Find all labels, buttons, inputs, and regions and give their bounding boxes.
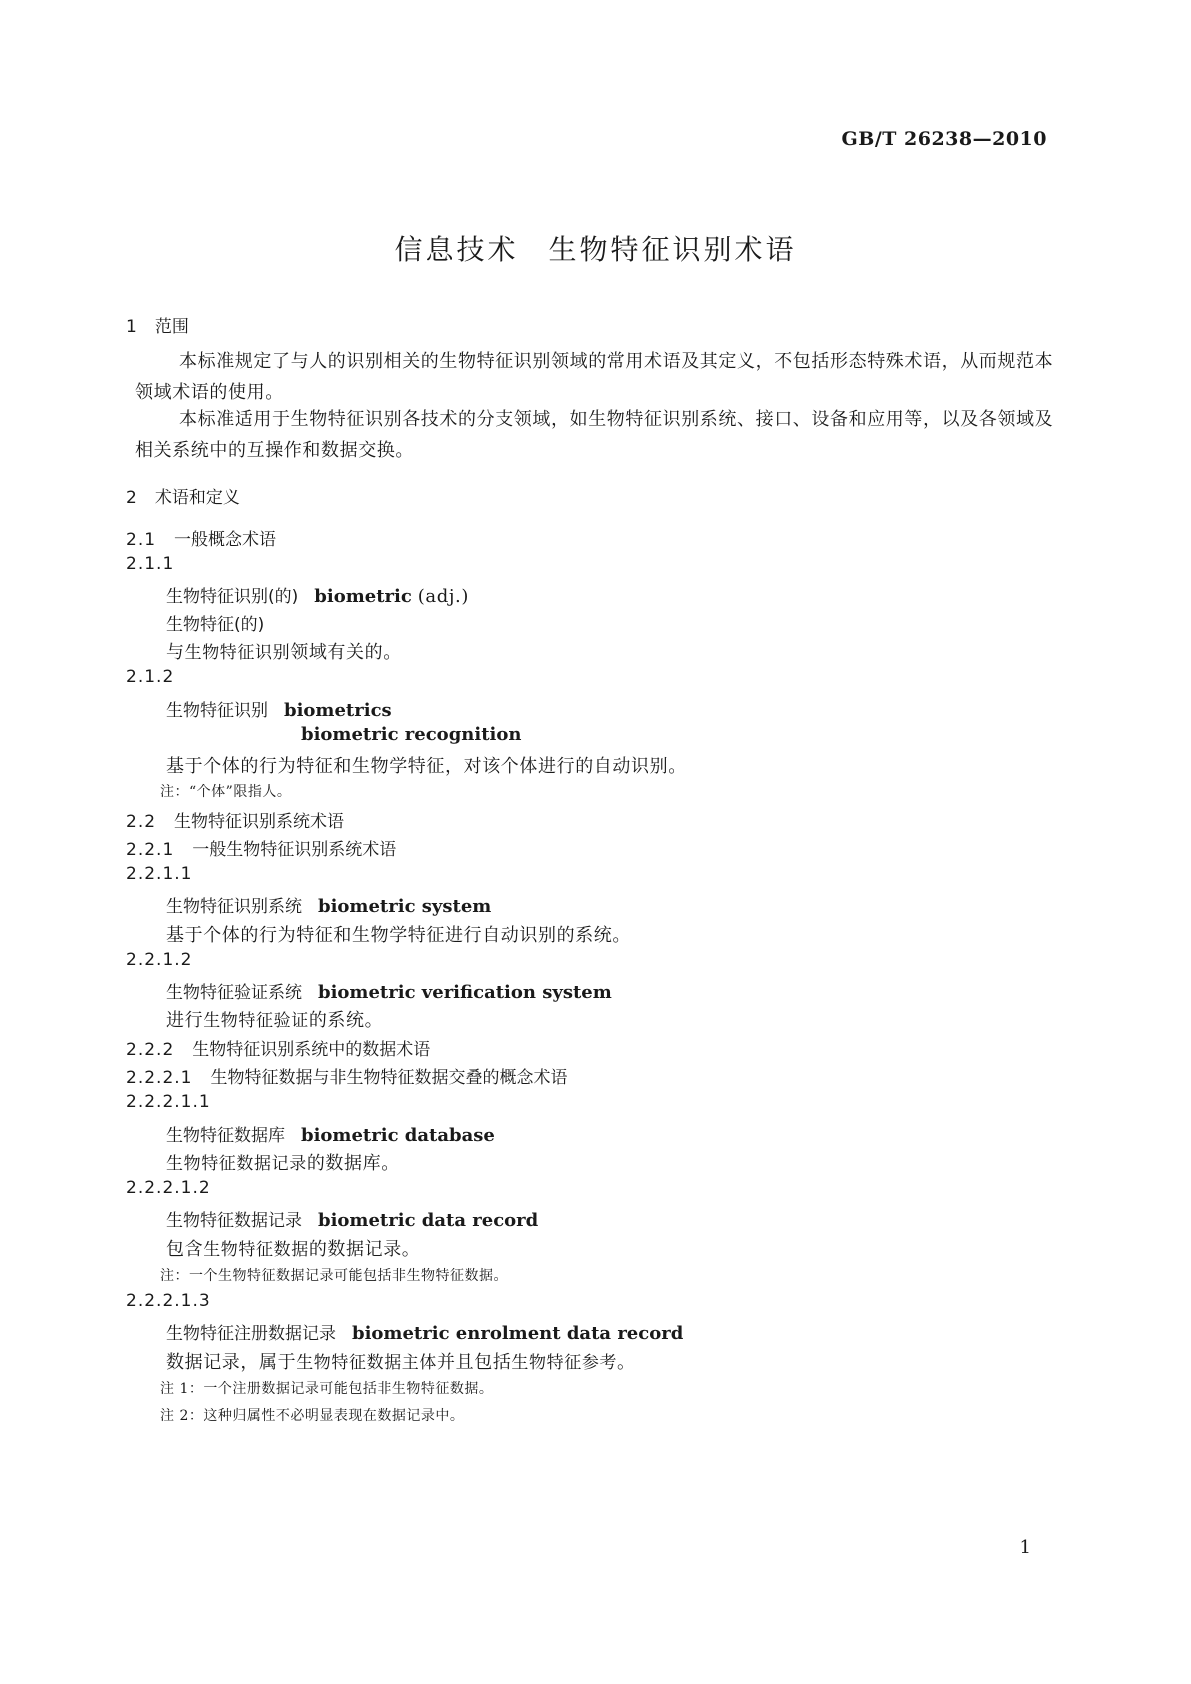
subsection-number: 2.2.1 — [126, 840, 175, 860]
term-definition: 基于个体的行为特征和生物学特征进行自动识别的系统。 — [166, 925, 631, 946]
section-title: 范围 — [154, 317, 189, 337]
definition-reference: 生物特征参考 — [511, 1353, 618, 1373]
term-note: 注 1：一个注册数据记录可能包括非生物特征数据。 — [160, 1381, 494, 1397]
subsection-2-2-1-heading — [126, 835, 396, 860]
subsection-2-1-heading — [126, 525, 276, 550]
term-entry — [166, 1121, 495, 1146]
term-english: biometric data record — [318, 1210, 539, 1231]
section-1-heading — [126, 312, 189, 337]
definition-text: 的数据记录。 — [308, 1239, 421, 1260]
term-part-of-speech: (adj.) — [417, 586, 469, 607]
term-entry — [166, 582, 469, 607]
subsection-title: 生物特征识别系统中的数据术语 — [192, 1040, 431, 1060]
term-entry — [166, 696, 392, 721]
scope-paragraph-2: 本标准适用于生物特征识别各技术的分支领域，如生物特征识别系统、接口、设备和应用等，以及各领域及相关系统中的互操作和数据交换。 — [135, 409, 1054, 461]
term-chinese: 生物特征注册数据记录 — [166, 1324, 336, 1344]
term-entry — [166, 978, 612, 1003]
definition-text: 数据记录，属于 — [166, 1352, 297, 1373]
subsection-number: 2.2 — [126, 812, 157, 832]
term-note: 注：一个生物特征数据记录可能包括非生物特征数据。 — [160, 1268, 508, 1284]
term-chinese: 生物特征验证系统 — [166, 983, 302, 1003]
term-chinese: 生物特征数据记录 — [166, 1211, 302, 1231]
section-2-heading — [126, 483, 240, 508]
definition-reference: 生物特征数据主体 — [296, 1353, 438, 1373]
term-note: 注 2：这种归属性不必明显表现在数据记录中。 — [160, 1408, 465, 1424]
page-number: 1 — [1019, 1537, 1031, 1558]
term-number: 2.1.1 — [126, 554, 175, 574]
term-chinese: 生物特征数据库 — [166, 1126, 285, 1146]
definition-reference: 生物特征识别 — [184, 643, 291, 663]
definition-reference: 生物特征数据 — [203, 1240, 309, 1260]
subsection-title: 生物特征识别系统术语 — [174, 812, 345, 832]
definition-reference: 生物特征验证 — [203, 1011, 309, 1031]
term-english: biometric — [314, 586, 412, 607]
subsection-number: 2.1 — [126, 530, 157, 550]
title-part-2: 生物特征识别术语 — [548, 233, 797, 266]
subsection-title: 一般概念术语 — [174, 530, 277, 550]
document-title — [0, 228, 1191, 268]
definition-reference: 生物特征数据记录 — [166, 1154, 307, 1174]
term-definition — [166, 1348, 636, 1374]
term-chinese: 生物特征识别(的) — [166, 587, 299, 607]
definition-text: 进行 — [166, 1010, 204, 1031]
term-entry — [166, 1319, 683, 1344]
subsection-number: 2.2.2.1 — [126, 1068, 193, 1088]
term-english: biometric enrolment data record — [352, 1323, 684, 1344]
term-note: 注：“个体”限指人。 — [160, 784, 292, 800]
term-definition: 基于个体的行为特征和生物学特征，对该个体进行的自动识别。 — [166, 756, 687, 777]
definition-text: 。 — [617, 1352, 636, 1373]
term-english: biometric system — [318, 896, 492, 917]
term-definition — [166, 1006, 383, 1032]
standard-code: GB/T 26238—2010 — [841, 128, 1047, 150]
section-number: 2 — [126, 488, 137, 508]
section-number: 1 — [126, 317, 137, 337]
term-definition — [166, 1149, 400, 1175]
term-number: 2.2.1.1 — [126, 864, 193, 884]
term-english: biometrics — [284, 700, 392, 721]
term-entry — [166, 892, 491, 917]
definition-text: 包含 — [166, 1239, 204, 1260]
title-part-1: 信息技术 — [394, 233, 519, 266]
subsection-title: 一般生物特征识别系统术语 — [192, 840, 397, 860]
section-title: 术语和定义 — [154, 488, 240, 508]
definition-text: 的数据库。 — [306, 1153, 400, 1174]
term-entry — [166, 1206, 538, 1231]
term-number: 2.2.1.2 — [126, 950, 193, 970]
term-english-alternative: biometric recognition — [301, 724, 522, 745]
term-number: 2.2.2.1.1 — [126, 1092, 211, 1112]
term-number: 2.1.2 — [126, 667, 175, 687]
term-chinese: 生物特征识别 — [166, 701, 268, 721]
term-english: biometric verification system — [318, 982, 612, 1003]
definition-text: 并且包括 — [437, 1352, 512, 1373]
definition-text: 领域有关的。 — [290, 642, 402, 663]
subsection-2-2-heading — [126, 807, 344, 832]
term-number: 2.2.2.1.3 — [126, 1291, 211, 1311]
scope-paragraph-1: 本标准规定了与人的识别相关的生物特征识别领域的常用术语及其定义，不包括形态特殊术语，从而规范本领域术语的使用。 — [135, 351, 1054, 403]
term-synonym: 生物特征(的) — [166, 615, 265, 635]
term-number: 2.2.2.1.2 — [126, 1178, 211, 1198]
term-english: biometric database — [301, 1125, 495, 1146]
term-definition — [166, 1235, 420, 1261]
subsection-2-2-2-heading — [126, 1035, 430, 1060]
term-chinese: 生物特征识别系统 — [166, 897, 302, 917]
definition-text: 与 — [166, 642, 185, 663]
subsection-title: 生物特征数据与非生物特征数据交叠的概念术语 — [210, 1068, 568, 1088]
definition-text: 的系统。 — [308, 1010, 384, 1031]
subsection-number: 2.2.2 — [126, 1040, 175, 1060]
term-definition — [166, 638, 402, 664]
subsection-2-2-2-1-heading — [126, 1063, 567, 1088]
